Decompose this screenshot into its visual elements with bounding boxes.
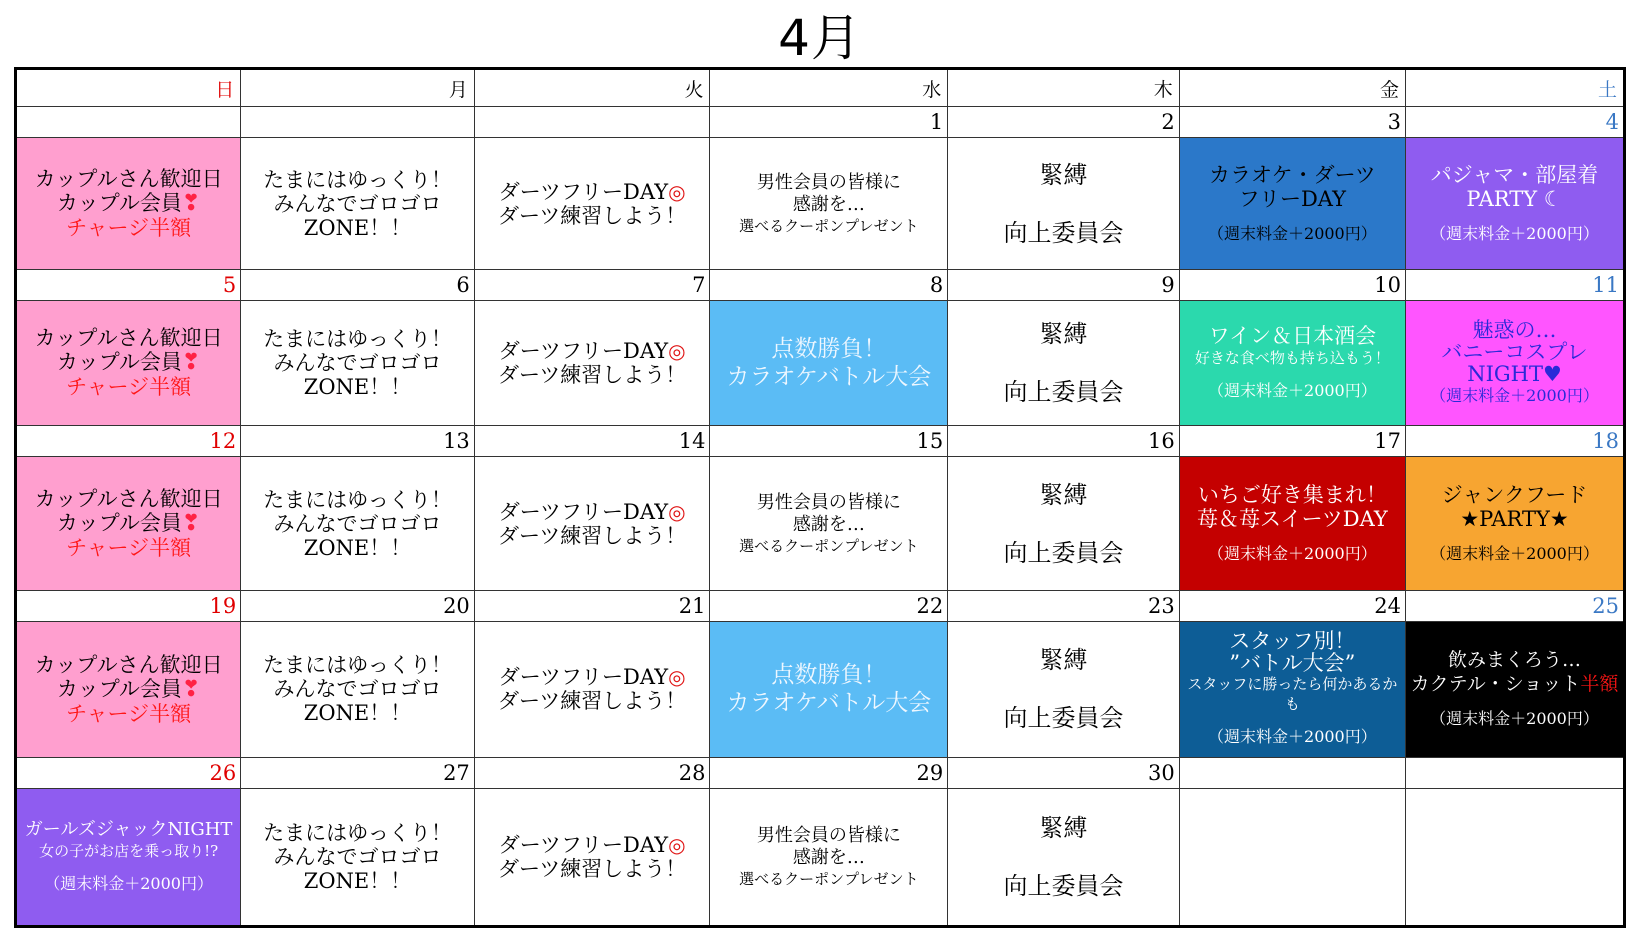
event-couple-day [16,457,241,591]
event-men-thanks [710,138,948,270]
event-line: カラオケ・ダーツ [1209,162,1376,187]
event-line: 男性会員の皆様に [756,171,901,193]
date-cell: 1 [710,107,948,138]
event-line: たまにはゆっくり！ [263,820,452,845]
date-cell: 25 [1406,590,1625,621]
event-couple-day [16,300,241,425]
event-line: カップルさん歓迎日 [34,326,223,351]
date-cell: 9 [948,269,1180,300]
event-kinbaku [948,788,1180,926]
date-cell: 12 [16,426,241,457]
event-line: 選べるクーポンプレゼント [739,216,919,235]
event-line: カップルさん歓迎日 [34,487,223,511]
event-pajama-party [1406,138,1625,270]
event-karaoke-battle [710,621,948,757]
date-cell: 16 [948,426,1180,457]
event-line: バニーコスプレ [1441,339,1588,364]
event-line: 女の子がお店を乗っ取り!? [39,841,219,860]
event-line: カラオケバトル大会 [726,690,932,717]
date-cell: 17 [1179,426,1405,457]
event-line: ダーツフリーDAY [498,499,669,524]
event-row [16,788,1625,926]
empty-cell [1406,788,1625,926]
event-row [16,138,1625,270]
date-cell: 10 [1179,269,1405,300]
event-line: 男性会員の皆様に [756,491,901,513]
event-price-note: （週末料金＋2000円） [1430,223,1599,243]
date-row [16,269,1625,300]
event-line: 選べるクーポンプレゼント [739,869,919,888]
date-cell: 24 [1179,590,1405,621]
heart-icon: ❣ [181,350,201,376]
date-row [16,757,1625,788]
event-darts-free [474,138,710,270]
event-kinbaku [948,300,1180,425]
weekday-friday: 金 [1179,69,1405,107]
event-line: カップルさん歓迎日 [34,167,223,191]
event-price-note: （週末料金＋2000円） [1430,709,1599,729]
event-darts-free [474,457,710,591]
weekday-monday: 月 [241,69,475,107]
event-line: 緊縛 [1039,813,1088,842]
event-price-note: （週末料金＋2000円） [1208,223,1377,243]
event-darts-free [474,788,710,926]
event-staff-battle [1179,621,1405,757]
date-cell: 7 [474,269,710,300]
event-darts-free [474,621,710,757]
event-line: 向上委員会 [1003,704,1124,733]
event-line: ジャンクフード [1441,482,1588,507]
event-line: ダーツフリーDAY [498,179,669,204]
event-yukkuri [241,138,475,270]
event-line: いちご好き集まれ！ [1197,482,1387,507]
event-yukkuri [241,621,475,757]
event-line: 緊縛 [1039,646,1088,675]
date-row [16,590,1625,621]
event-junkfood-party [1406,457,1625,591]
event-line: みんなでゴロゴロ [273,350,442,375]
weekday-tuesday: 火 [474,69,710,107]
event-highlight: チャージ半額 [66,701,192,726]
calendar-grid [14,67,1626,928]
event-line: みんなでゴロゴロ [273,677,442,702]
event-line: ワイン＆日本酒会 [1208,323,1377,348]
date-cell [474,107,710,138]
event-line: フリーDAY [1238,186,1346,211]
event-line: 好きな食べ物も持ち込もう！ [1194,348,1390,367]
event-line: たまにはゆっくり！ [263,653,452,678]
weekday-saturday: 土 [1406,69,1625,107]
event-line: 点数勝負！ [771,662,887,689]
date-cell: 27 [241,757,475,788]
date-cell: 14 [474,426,710,457]
event-price-note: （週末料金＋2000円） [1430,543,1599,563]
event-yukkuri [241,300,475,425]
event-line: 男性会員の皆様に [756,824,901,846]
event-line: たまにはゆっくり！ [263,326,452,351]
event-row [16,621,1625,757]
event-line: みんなでゴロゴロ [273,191,442,216]
event-line: 飲みまくろう… [1448,649,1582,672]
date-cell [1406,757,1625,788]
event-line: ★PARTY★ [1460,506,1569,531]
date-cell [1179,757,1405,788]
event-line: ダーツ練習しよう！ [498,203,687,228]
event-yukkuri [241,457,475,591]
calendar-title: 4月 [778,9,862,67]
event-line: 点数勝負！ [771,335,887,362]
event-line: ZONE！！ [303,374,412,399]
event-line: 感謝を… [792,193,865,215]
weekday-header [16,69,1625,107]
date-cell: 3 [1179,107,1405,138]
event-kinbaku [948,138,1180,270]
weekday-sunday: 日 [16,69,241,107]
event-line: ダーツフリーDAY [498,832,669,857]
event-line: ZONE！！ [303,701,412,726]
pajama-icon: ☾ [1537,186,1563,211]
event-line: パジャマ・部屋着 [1430,162,1599,187]
date-cell: 8 [710,269,948,300]
event-line: 緊縛 [1039,319,1088,348]
event-karaoke-darts-free [1179,138,1405,270]
event-line: 魅惑の… [1472,317,1557,342]
date-cell: 15 [710,426,948,457]
event-line: ダーツ練習しよう！ [498,856,687,881]
date-cell: 4 [1406,107,1625,138]
event-line: 感謝を… [792,846,865,868]
date-cell: 23 [948,590,1180,621]
date-cell: 18 [1406,426,1625,457]
event-kinbaku [948,457,1180,591]
date-row [16,107,1625,138]
event-price-note: （週末料金＋2000円） [44,873,213,893]
event-line: 向上委員会 [1003,538,1124,567]
date-cell: 21 [474,590,710,621]
date-cell: 29 [710,757,948,788]
event-price-note: （週末料金＋2000円） [1208,543,1377,563]
event-line: ZONE！！ [303,868,412,893]
date-cell: 11 [1406,269,1625,300]
event-line: ダーツフリーDAY [498,665,669,690]
event-price-note: （週末料金＋2000円） [1208,727,1377,747]
date-cell: 22 [710,590,948,621]
event-line: カクテル・ショット [1410,673,1581,696]
event-row [16,300,1625,425]
event-couple-day [16,138,241,270]
event-bunny-night [1406,300,1625,425]
event-karaoke-battle [710,300,948,425]
date-cell: 5 [16,269,241,300]
event-line: 緊縛 [1039,160,1088,189]
heart-icon: ❣ [181,511,201,536]
event-kinbaku [948,621,1180,757]
event-line: ”バトル大会” [1229,651,1356,676]
event-line: 向上委員会 [1003,218,1124,247]
dart-target-icon: ◎ [668,179,686,204]
date-cell: 6 [241,269,475,300]
event-darts-free [474,300,710,425]
event-line: ダーツフリーDAY [498,338,669,363]
event-men-thanks [710,457,948,591]
date-cell: 2 [948,107,1180,138]
event-line: カップル会員 [56,676,182,701]
event-line: カップルさん歓迎日 [34,652,223,677]
event-line: カップル会員 [56,191,182,215]
event-line: NIGHT♥ [1467,361,1562,386]
event-girls-jack-night [16,788,241,926]
dart-target-icon: ◎ [668,338,686,363]
date-cell: 26 [16,757,241,788]
event-cocktail-shot [1406,621,1625,757]
empty-cell [1179,788,1405,926]
event-highlight: チャージ半額 [66,375,192,400]
event-line: スタッフに勝ったら何かあるかも [1187,675,1398,714]
event-line: ダーツ練習しよう！ [498,523,687,548]
event-wine-sake [1179,300,1405,425]
date-cell: 30 [948,757,1180,788]
event-line: ZONE！！ [303,215,412,240]
event-price-note: （週末料金＋2000円） [1208,380,1377,400]
event-couple-day [16,621,241,757]
event-line: 選べるクーポンプレゼント [739,536,919,555]
event-line: たまにはゆっくり！ [263,487,452,512]
event-line: 緊縛 [1039,480,1088,509]
event-line: ZONE！！ [303,535,412,560]
event-line: たまにはゆっくり！ [263,167,452,192]
event-line: 苺＆苺スイーツDAY [1197,506,1388,531]
event-line: みんなでゴロゴロ [273,844,442,869]
event-line: カップル会員 [56,511,182,535]
event-line: PARTY [1466,186,1538,211]
event-line: カラオケバトル大会 [726,363,932,390]
event-strawberry-day [1179,457,1405,591]
event-line: ダーツ練習しよう！ [498,362,687,387]
event-men-thanks [710,788,948,926]
event-highlight: チャージ半額 [66,536,192,560]
event-line: 向上委員会 [1003,377,1124,406]
event-line: ガールズジャックNIGHT [24,818,233,840]
heart-icon: ❣ [181,191,201,216]
date-cell: 20 [241,590,475,621]
dart-target-icon: ◎ [668,832,686,857]
heart-icon: ❣ [181,676,201,702]
event-line: 感謝を… [792,513,865,535]
event-row [16,457,1625,591]
event-line: みんなでゴロゴロ [273,511,442,536]
event-highlight: チャージ半額 [66,216,192,240]
weekday-wednesday: 水 [710,69,948,107]
dart-target-icon: ◎ [668,665,686,690]
date-cell: 13 [241,426,475,457]
event-yukkuri [241,788,475,926]
date-cell [241,107,475,138]
event-line: ダーツ練習しよう！ [498,689,687,714]
date-cell [16,107,241,138]
dart-target-icon: ◎ [668,499,686,524]
date-cell: 28 [474,757,710,788]
event-line: スタッフ別！ [1229,629,1356,654]
event-highlight: 半額 [1580,673,1619,696]
date-row [16,426,1625,457]
event-line: 向上委員会 [1003,871,1124,900]
event-price-note: （週末料金＋2000円） [1430,385,1599,405]
date-cell: 19 [16,590,241,621]
weekday-thursday: 木 [948,69,1180,107]
event-line: カップル会員 [56,350,182,375]
